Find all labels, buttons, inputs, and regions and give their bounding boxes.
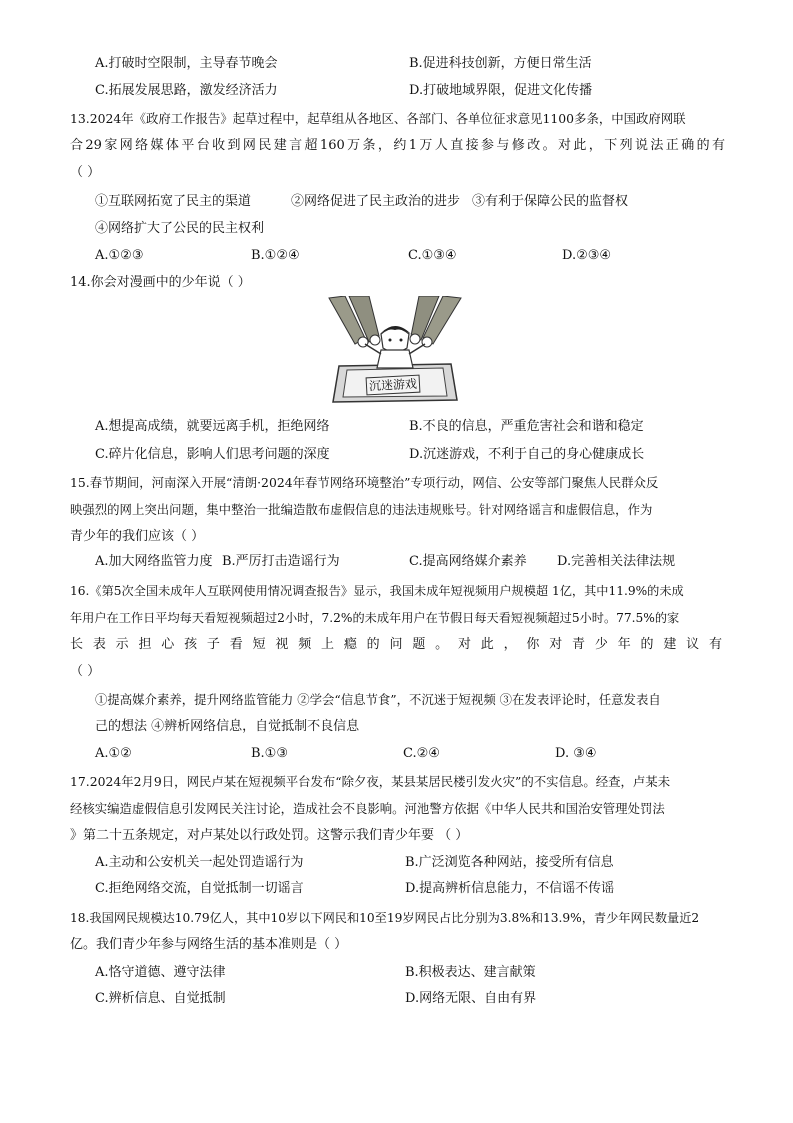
- q18-stem-line2: 亿。我们青少年参与网络生活的基本准则是（ ）: [70, 937, 348, 952]
- q13-option-a: A.①②③: [95, 248, 144, 263]
- q17-option-b: B.广泛浏览各种网站，接受所有信息: [405, 855, 614, 870]
- q13-statement-2: ②网络促进了民主政治的进步: [291, 194, 461, 209]
- q16-stem-line1: 16.《第5次全国未成年人互联网使用情况调查报告》显示，我国未成年短视频用户规模超 1亿，其中11.9%的未成: [70, 584, 684, 598]
- q14-option-a: A.想提高成绩，就要远离手机，拒绝网络: [95, 419, 330, 434]
- q18-option-c: C.辨析信息、自觉抵制: [95, 991, 226, 1006]
- q16-statements-line2: 己的想法 ④辨析网络信息，自觉抵制不良信息: [95, 719, 360, 734]
- q12-option-d: D.打破地域界限，促进文化传播: [409, 83, 593, 98]
- q16-stem-line2: 年用户在工作日平均每天看短视频超过2小时，7.2%的未成年用户在节假日每天看短视频超过5小时。77.5%的家: [70, 611, 680, 625]
- q15-option-a: A.加大网络监管力度: [95, 554, 213, 569]
- q17-stem-line2: 经核实编造虚假信息引发网民关注讨论，造成社会不良影响。河池警方依据《中华人民共和国治安管理处罚法: [70, 801, 665, 816]
- q18-option-a: A.恪守道德、遵守法律: [95, 965, 226, 980]
- q13-statement-4: ④网络扩大了公民的民主权利: [95, 221, 265, 236]
- q16-option-c: C.②④: [403, 746, 440, 761]
- q17-stem-line1: 17.2024年2月9日，网民卢某在短视频平台发布“除夕夜，某县某居民楼引发火灾”的不实信息。经查，卢某未: [70, 774, 671, 789]
- q14-option-d: D.沉迷游戏，不利于自己的身心健康成长: [409, 447, 645, 462]
- q18-stem-line1: 18.我国网民规模达10.79亿人，其中10岁以下网民和10至19岁网民占比分别为3.8%和13.9%，青少年网民数量近2: [70, 911, 700, 925]
- q15-option-b: B.严厉打击造谣行为: [222, 554, 340, 569]
- q16-option-d: D. ③④: [555, 746, 597, 761]
- q17-option-a: A.主动和公安机关一起处罚造谣行为: [95, 855, 304, 870]
- q13-statement-3: ③有利于保障公民的监督权: [472, 194, 629, 209]
- q12-option-b: B.促进科技创新，方便日常生活: [409, 56, 592, 71]
- q13-statement-1: ①互联网拓宽了民主的渠道: [95, 194, 252, 209]
- q17-option-d: D.提高辨析信息能力，不信谣不传谣: [405, 881, 615, 896]
- q14-stem: 14.你会对漫画中的少年说（ ）: [70, 275, 251, 290]
- q16-stem-line4: （ ）: [70, 664, 101, 679]
- q14-option-b: B.不良的信息，严重危害社会和谐和稳定: [409, 419, 644, 434]
- q12-option-c: C.拓展发展思路，激发经济活力: [95, 83, 278, 98]
- q15-stem-line2: 映强烈的网上突出问题，集中整治一批编造散布虚假信息的违法违规账号。针对网络谣言和虚假信息，作为: [70, 502, 653, 517]
- q13-option-c: C.①③④: [408, 248, 457, 263]
- q13-stem-line3: （ ）: [70, 165, 101, 180]
- q17-stem-line3: 》第二十五条规定，对卢某处以行政处罚。这警示我们青少年要 （ ）: [70, 828, 469, 843]
- q13-stem-line2: 合29家网络媒体平台收到网民建言超160万条，约1万人直接参与修改。对此，下列说法正确的有: [70, 138, 725, 153]
- q16-option-b: B.①③: [251, 746, 288, 761]
- q18-option-d: D.网络无限、自由有界: [405, 991, 537, 1006]
- q13-option-d: D.②③④: [562, 248, 612, 263]
- q13-stem-line1: 13.2024年《政府工作报告》起草过程中，起草组从各地区、各部门、各单位征求意见1100多条，中国政府网联: [70, 111, 686, 126]
- q14-option-c: C.碎片化信息，影响人们思考问题的深度: [95, 447, 330, 462]
- q15-option-c: C.提高网络媒介素养: [409, 554, 527, 569]
- q18-option-b: B.积极表达、建言献策: [405, 965, 536, 980]
- q15-stem-line1: 15.春节期间，河南深入开展“清朗·2024年春节网络环境整治”专项行动，网信、公安等部门聚焦人民群众反: [70, 475, 659, 490]
- q17-option-c: C.拒绝网络交流，自觉抵制一切谣言: [95, 881, 304, 896]
- q16-stem-line3: 长表示担心孩子看短视频上瘾的问题。对此，你对青少年的建议有: [70, 637, 722, 652]
- q16-option-a: A.①②: [95, 746, 132, 761]
- q15-option-d: D.完善相关法律法规: [557, 554, 676, 569]
- cartoon-label: 沉迷游戏: [366, 375, 421, 396]
- q13-option-b: B.①②④: [251, 248, 300, 263]
- q15-stem-line3: 青少年的我们应该（ ）: [70, 529, 205, 544]
- q12-option-a: A.打破时空限制，主导春节晚会: [95, 56, 278, 71]
- q16-statements-line1: ①提高媒介素养，提升网络监管能力 ②学会“信息节食”，不沉迷于短视频 ③在发表评论时，任意发表自: [95, 692, 661, 707]
